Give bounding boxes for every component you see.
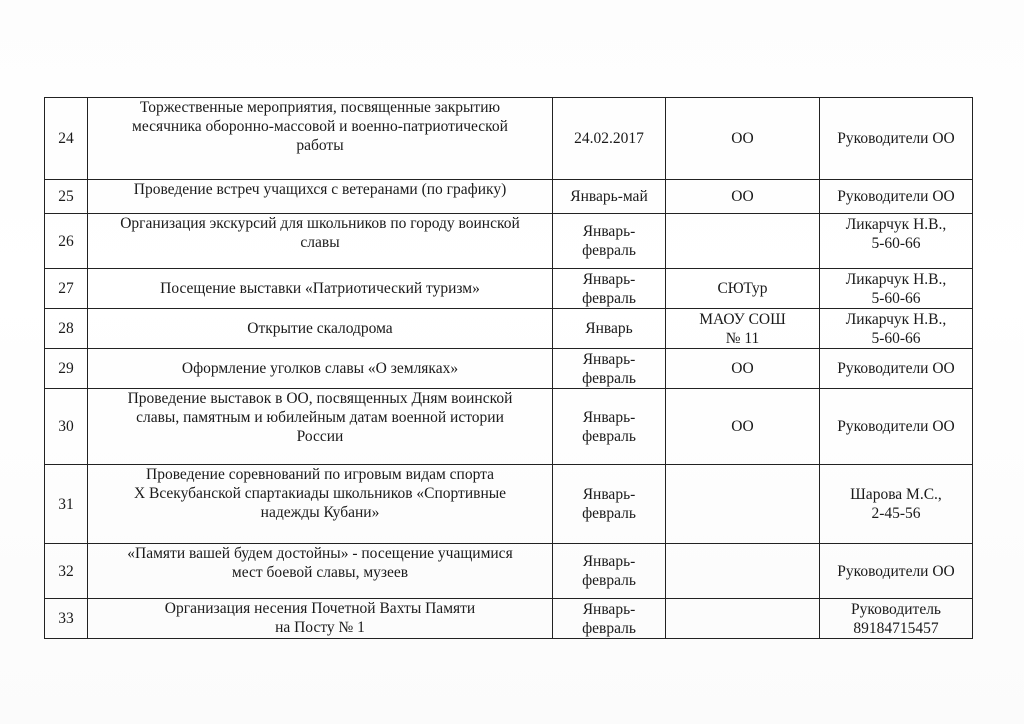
event-date-line: 24.02.2017 [574, 130, 644, 147]
event-responsible [820, 349, 973, 389]
event-date-line: февраль [582, 289, 636, 307]
row-number: 30 [45, 389, 88, 465]
event-date-line: Январь- [582, 408, 636, 426]
event-title-line: Организация экскурсий для школьников по городу воинской [120, 215, 520, 232]
event-responsible [820, 389, 973, 465]
table-row [45, 180, 973, 214]
event-title-line: Посещение выставки «Патриотический туризм» [160, 280, 480, 297]
event-title [88, 599, 553, 639]
event-responsible-line: Ликарчук Н.В., [845, 270, 947, 288]
event-date [553, 98, 666, 180]
event-place-line: ОО [731, 130, 754, 147]
event-date [553, 214, 666, 269]
event-date-line: Январь- [582, 350, 636, 368]
event-title-line: на Посту № 1 [275, 619, 365, 636]
table-row [45, 544, 973, 599]
table-row [45, 389, 973, 465]
row-number: 31 [45, 465, 88, 544]
event-date [553, 465, 666, 544]
event-responsible-line: 2-45-56 [871, 505, 921, 522]
event-title-line: Проведение соревнований по игровым видам спорта [146, 466, 494, 483]
event-date-line: Январь- [582, 486, 636, 503]
event-date-line: Январь- [582, 553, 636, 570]
table-row [45, 465, 973, 544]
row-number: 32 [45, 544, 88, 599]
event-title-line: Проведение встреч учащихся с ветеранами (по графику) [133, 181, 507, 198]
event-place-line: ОО [731, 360, 754, 377]
table-row [45, 309, 973, 349]
event-title [88, 465, 553, 544]
event-title [88, 544, 553, 599]
event-responsible-line: Ликарчук Н.В., [845, 310, 947, 328]
event-date [553, 180, 666, 214]
event-title-line: Торжественные мероприятия, посвященные закрытию [139, 99, 501, 116]
event-title-line: работы [296, 137, 344, 154]
event-date-line: февраль [582, 369, 636, 387]
event-title-line: славы [300, 234, 340, 251]
event-date-line: февраль [582, 619, 636, 637]
event-place [666, 349, 820, 389]
event-date [553, 389, 666, 465]
event-responsible [820, 599, 973, 639]
event-date [553, 349, 666, 389]
event-title-line: Проведение выставок в ОО, посвященных Дням воинской [127, 390, 513, 407]
event-title-line: мест боевой славы, музеев [231, 564, 409, 581]
event-place [666, 599, 820, 639]
event-place [666, 465, 820, 544]
row-number: 28 [45, 309, 88, 349]
row-number: 24 [45, 98, 88, 180]
event-date-line: Январь-май [570, 188, 648, 205]
event-responsible [820, 309, 973, 349]
event-date-line: февраль [582, 427, 636, 445]
event-date-line: Январь- [582, 223, 636, 240]
event-place-line: МАОУ СОШ [699, 310, 786, 328]
event-place [666, 544, 820, 599]
event-date [553, 599, 666, 639]
table-row [45, 98, 973, 180]
table-row [45, 214, 973, 269]
event-place [666, 269, 820, 309]
row-number: 27 [45, 269, 88, 309]
row-number: 33 [45, 599, 88, 639]
table-row [45, 349, 973, 389]
event-responsible [820, 269, 973, 309]
event-date-line: февраль [582, 505, 636, 522]
event-responsible [820, 465, 973, 544]
event-title [88, 180, 553, 214]
event-place-line: ОО [731, 188, 754, 205]
event-responsible-line: 5-60-66 [871, 329, 921, 347]
event-title [88, 349, 553, 389]
event-title-line: Оформление уголков славы «О земляках» [181, 360, 459, 377]
events-table [44, 97, 973, 639]
event-responsible-line: Руководитель [850, 601, 942, 618]
event-date [553, 544, 666, 599]
event-place [666, 309, 820, 349]
event-title-line: Открытие скалодрома [247, 320, 393, 337]
event-responsible-line: Руководители ОО [837, 562, 955, 580]
event-responsible-line: 5-60-66 [871, 235, 921, 252]
row-number: 29 [45, 349, 88, 389]
table-row [45, 269, 973, 309]
table-row [45, 599, 973, 639]
event-place-line: № 11 [725, 329, 760, 347]
event-date-line: февраль [582, 572, 636, 589]
event-title [88, 98, 553, 180]
event-place-line: СЮТур [717, 280, 768, 297]
event-responsible [820, 180, 973, 214]
event-responsible [820, 214, 973, 269]
row-number: 25 [45, 180, 88, 214]
event-date-line: Январь- [582, 600, 636, 618]
event-place [666, 98, 820, 180]
event-place [666, 214, 820, 269]
event-date-line: Январь- [582, 270, 636, 288]
event-title-line: месячника оборонно-массовой и военно-патриотической [132, 118, 508, 135]
event-date-line: февраль [582, 242, 636, 259]
event-responsible-line: Руководители ОО [837, 188, 955, 205]
event-responsible-line: Шарова М.С., [850, 486, 942, 503]
event-responsible-line: Ликарчук Н.В., [845, 216, 947, 233]
event-place [666, 389, 820, 465]
event-title-line: России [296, 428, 344, 445]
event-date [553, 309, 666, 349]
event-place-line: ОО [731, 418, 754, 435]
event-title [88, 309, 553, 349]
event-title [88, 214, 553, 269]
row-number: 26 [45, 214, 88, 269]
event-title-line: X Всекубанской спартакиады школьников «Спортивные [133, 485, 507, 502]
event-title-line: Организация несения Почетной Вахты Памяти [164, 600, 476, 617]
event-responsible-line: Руководители ОО [837, 130, 955, 147]
event-responsible-line: Руководители ОО [837, 418, 955, 435]
event-responsible [820, 544, 973, 599]
event-responsible-line: 89184715457 [853, 620, 939, 637]
event-title [88, 269, 553, 309]
event-responsible-line: 5-60-66 [871, 289, 921, 307]
event-title-line: надежды Кубани» [260, 504, 380, 521]
event-title-line: «Памяти вашей будем достойны» - посещение учащимися [127, 545, 513, 562]
event-place [666, 180, 820, 214]
event-title [88, 389, 553, 465]
event-responsible-line: Руководители ОО [837, 360, 955, 377]
event-title-line: славы, памятным и юбилейным датам военной истории [136, 409, 504, 426]
event-date-line: Январь [585, 320, 633, 337]
event-responsible [820, 98, 973, 180]
event-date [553, 269, 666, 309]
